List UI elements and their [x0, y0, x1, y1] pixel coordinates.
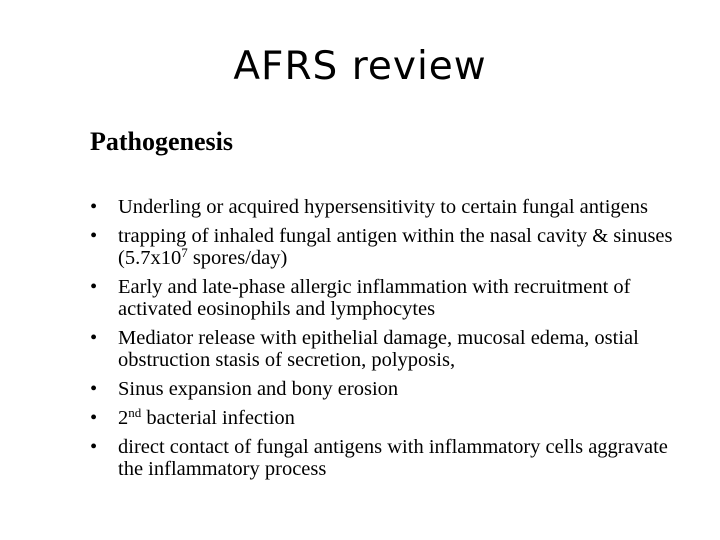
bullet-marker-icon: • — [90, 407, 98, 429]
bullet-text-start: trapping of inhaled fungal antigen within the nasal cavity & sinuses (5.7x10 — [118, 225, 673, 269]
ordinal-suffix: nd — [128, 405, 142, 420]
bullet-text-end: spores/day) — [187, 247, 288, 269]
exponent: 7 — [181, 245, 188, 260]
bullet-text: Early and late-phase allergic inflammation with recruitment of activated eosinophils and lymphocytes — [118, 276, 631, 320]
bullet-text: Mediator release with epithelial damage, mucosal edema, ostial obstruction stasis of secretion, polyposis, — [118, 327, 639, 371]
bullet-marker-icon: • — [90, 196, 98, 218]
bullet-item-direct-contact — [90, 436, 680, 480]
bullet-marker-icon: • — [90, 327, 98, 349]
bullet-item-mediator-release — [90, 327, 680, 371]
section-heading: Pathogenesis — [90, 127, 233, 156]
bullet-marker-icon: • — [90, 276, 98, 298]
bullet-text: Underling or acquired hypersensitivity to certain fungal antigens — [118, 196, 648, 218]
bullet-item-sinus-expansion — [90, 378, 680, 400]
bullet-item-hypersensitivity — [90, 196, 680, 218]
bullet-item-bacterial-infection — [90, 407, 680, 429]
bullet-item-trapping — [90, 225, 680, 269]
bullet-item-inflammation — [90, 276, 680, 320]
bullet-marker-icon: • — [90, 378, 98, 400]
slide-title: AFRS review — [233, 44, 487, 89]
bullet-text: direct contact of fungal antigens with inflammatory cells aggravate the inflammatory process — [118, 436, 668, 480]
bullet-marker-icon: • — [90, 225, 98, 247]
bullet-list — [90, 196, 680, 487]
bullet-text-end: bacterial infection — [141, 407, 295, 429]
bullet-marker-icon: • — [90, 436, 98, 458]
bullet-text: Sinus expansion and bony erosion — [118, 378, 399, 400]
bullet-text-start: 2 — [118, 407, 129, 429]
